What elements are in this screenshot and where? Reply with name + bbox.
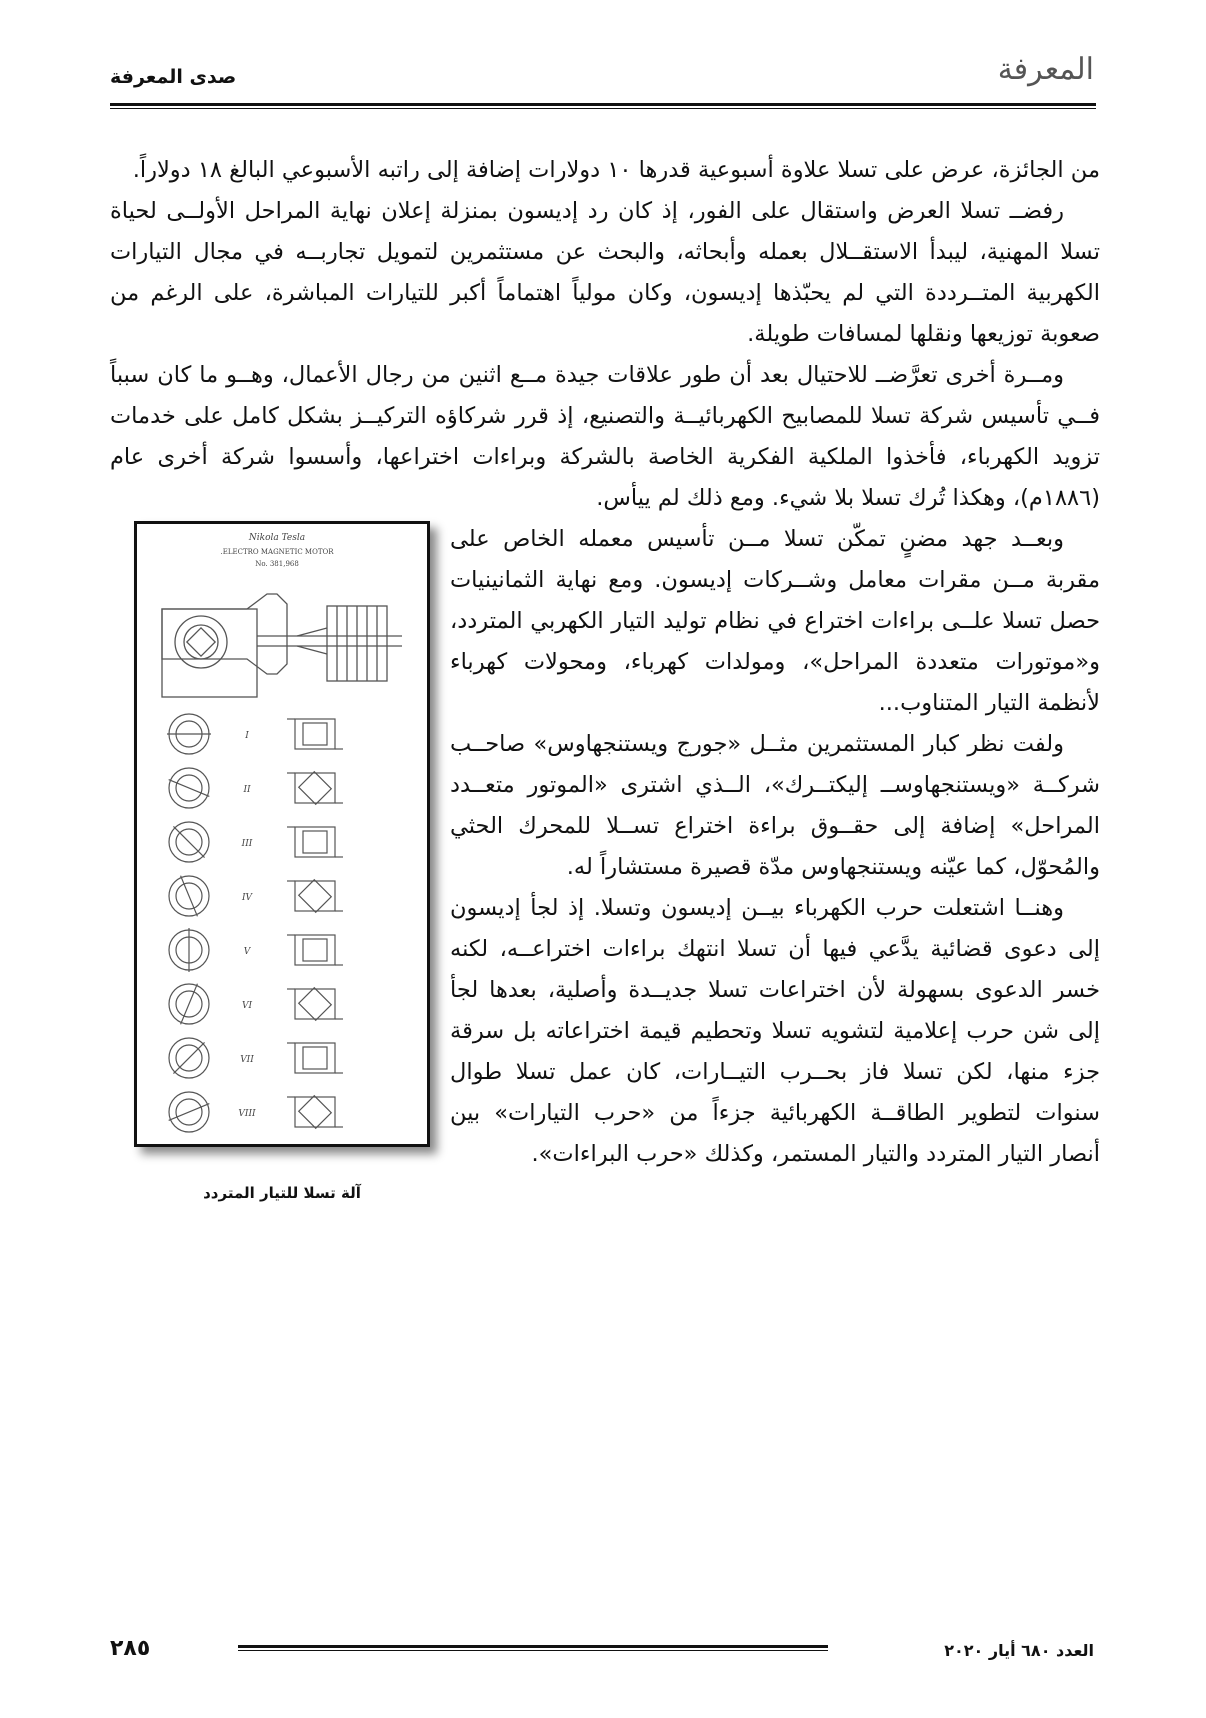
paragraph-4: وبعــد جهد مضنٍ تمكّن تسلا مــن تأسيس معمله الخاص على مقربة مــن مقرات معامل وشــركات إديسون. ومع نهاية الثمانينيات حصل تسلا علــى براءات اختراع في نظام توليد التيار الكهربي المتردد، و«موتورات متعددة المراحل»، ومولدات كهرباء، ومحولات كهرباء لأنظمة التيار المتناوب... [450, 526, 1100, 716]
patent-number: No. 381,968 [255, 560, 299, 568]
issue-info: العدد ٦٨٠ أيار ٢٠٢٠ [944, 1641, 1094, 1660]
patent-drawing [134, 521, 430, 1147]
phase-row-label: VII [240, 1055, 254, 1065]
phase-row [169, 984, 343, 1025]
paragraph-5: ولفت نظر كبار المستثمرين مثــل «جورج ويستنجهاوس» صاحــب شركــة «ويستنجهاوســ إليكتــرك»، الــذي اشترى «الموتور متعــدد المراحل» إضافة إلى حقــوق براءة اختراع تســلا للمحرك الحثي والمُحوّل، كما عيّنه ويستنجهاوس مدّة قصيرة مستشاراً له. [450, 731, 1100, 880]
section-title: صدى المعرفة [110, 66, 237, 88]
phase-row-label: VI [241, 1001, 253, 1011]
phase-row [167, 714, 343, 754]
header-rule [110, 103, 1096, 106]
phase-row [169, 768, 343, 808]
article-body [110, 150, 1100, 1211]
footer-rule [238, 1645, 828, 1648]
paragraph-6: وهنــا اشتعلت حرب الكهرباء بيــن إديسون وتسلا. إذ لجأ إديسون إلى دعوى قضائية يدَّعي فيها أن تسلا انتهك براءات اختراعــه، لكنه خسر الدعوى بسهولة لأن اختراعات تسلا جديــدة وأصلية، بعدها لجأ إلى شن حرب إعلامية لتشويه تسلا وتحطيم قيمة اختراعاته بل سرقة جزء منها، لكن تسلا فاز بحــرب التيــارات، كان عمل تسلا طوال سنوات لتطوير الطاقــة الكهربائية جزءاً من «حرب التيارات» بين أنصار التيار المتردد والتيار المستمر، وكذلك «حرب البراءات». [450, 895, 1100, 1167]
page-number: ٢٨٥ [110, 1636, 151, 1661]
patent-drawing-svg [137, 524, 427, 1144]
header-rule-thin [110, 108, 1096, 109]
phase-row [169, 1092, 343, 1132]
phase-row [169, 876, 343, 917]
phase-row [169, 928, 343, 972]
phase-row-label: V [243, 947, 251, 957]
phase-row-label: I [245, 731, 249, 741]
paragraph-2: رفضــ تسلا العرض واستقال على الفور، إذ كان رد إديسون بمنزلة إعلان نهاية المراحل الأولــى لحياة تسلا المهنية، ليبدأ الاستقــلال بعمله وأبحاثه، والبحث عن مستثمرين لتمويل تجاربــه في مجال التيارات الكهربية المتــرددة التي لم يحبّذها إديسون، وكان مولياً اهتماماً أكبر للتيارات المباشرة، على الرغم من صعوبة توزيعها ونقلها لمسافات طويلة. [110, 198, 1100, 347]
patent-inventor: Nikola Tesla [248, 533, 306, 543]
figure-caption: آلة تسلا للتيار المتردد [203, 1184, 361, 1202]
phase-row [169, 1038, 343, 1078]
magazine-logo: المعرفة [997, 52, 1094, 87]
patent-title: ELECTRO MAGNETIC MOTOR. [220, 548, 334, 556]
paragraph-1: من الجائزة، عرض على تسلا علاوة أسبوعية قدرها ١٠ دولارات إضافة إلى راتبه الأسبوعي البالغ ١٨ دولاراً. [132, 157, 1100, 183]
page-header [0, 0, 1206, 110]
phase-diagram-rows [167, 714, 343, 1132]
paragraph-3: ومــرة أخرى تعرَّضــ للاحتيال بعد أن طور علاقات جيدة مــع اثنين من رجال الأعمال، وهــو ما كان سبباً فــي تأسيس شركة تسلا للمصابيح الكهربائيــة والتصنيع، إذ قرر شركاؤه التركيــز بشكل كامل على خدمات تزويد الكهرباء، فأخذوا الملكية الفكرية الخاصة بالشركة وبراءات اختراعها، وأسسوا شركة أخرى عام (١٨٨٦م)، وهكذا تُرك تسلا بلا شيء. ومع ذلك لم ييأس. [110, 362, 1100, 511]
footer-rule-thin [238, 1650, 828, 1651]
phase-row-label: IV [241, 893, 253, 903]
figure [110, 519, 430, 1211]
phase-row [169, 822, 343, 862]
phase-row-label: III [241, 839, 253, 849]
phase-row-label: VIII [238, 1109, 256, 1119]
motor-diagram [162, 594, 402, 697]
phase-row-label: II [243, 785, 251, 795]
